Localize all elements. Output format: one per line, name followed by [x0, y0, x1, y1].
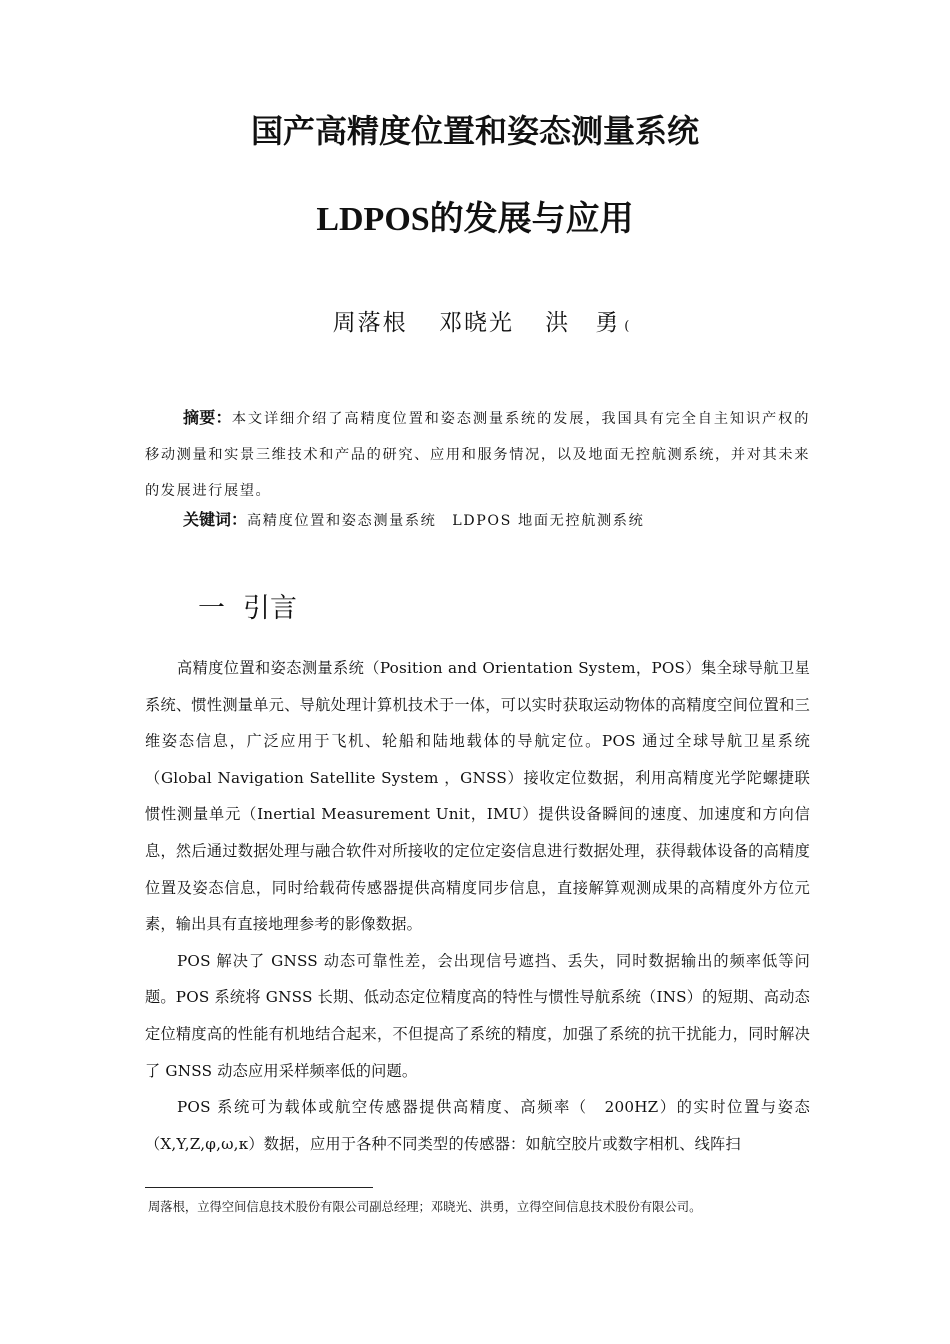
keywords-label: 关键词：	[183, 510, 248, 529]
footnote-mark: (	[624, 319, 630, 334]
author-name: 邓晓光	[438, 310, 514, 336]
section-heading	[198, 586, 297, 625]
abstract-text: 本文详细介绍了高精度位置和姿态测量系统的发展，我国具有完全自主知识产权的移动测量和实景三维技术和产品的研究、应用和服务情况，以及地面无控航测系统，并对其未来的发展进行展望。	[145, 411, 810, 499]
footnote: 周落根，立得空间信息技术股份有限公司副总经理；邓晓光、洪勇，立得空间信息技术股份有限公司。	[148, 1200, 702, 1214]
section-number: 一	[198, 593, 225, 624]
section-body	[145, 650, 810, 1162]
paper-title-line-1: 国产高精度位置和姿态测量系统	[250, 112, 699, 150]
body-paragraph: POS 系统可为载体或航空传感器提供高精度、高频率（ 200HZ）的实时位置与姿态（X,Y,Z,φ,ω,κ）数据，应用于各种不同类型的传感器：如航空胶片或数字相机、线阵扫	[145, 1098, 810, 1153]
abstract-label: 摘要：	[183, 408, 232, 427]
author-name: 洪 勇	[545, 310, 621, 336]
abstract	[145, 400, 810, 509]
footnote-divider	[145, 1187, 373, 1188]
body-paragraph: 高精度位置和姿态测量系统（Position and Orientation System，POS）集全球导航卫星系统、惯性测量单元、导航处理计算机技术于一体，可以实时获取运动物体的高精度空间位置和三维姿态信息，广泛应用于飞机、轮船和陆地载体的导航定位。POS 通过全球导航卫星系统（Global Navigation Satellite System ，GNSS）接收定位数据，利用高精度光学陀螺捷联惯性测量单元（Inertial Measurement Unit，IMU）提供设备瞬间的速度、加速度和方向信息，然后通过数据处理与融合软件对所接收的定位定姿信息进行数据处理，获得载体设备的高精度位置及姿态信息，同时给载荷传感器提供高精度同步信息，直接解算观测成果的高精度外方位元素，输出具有直接地理参考的影像数据。	[145, 659, 810, 934]
paper-title-line-2: LDPOS的发展与应用	[316, 201, 634, 238]
keywords-text: 高精度位置和姿态测量系统 LDPOS 地面无控航测系统	[247, 513, 645, 529]
author-list	[0, 304, 950, 337]
body-paragraph: POS 解决了 GNSS 动态可靠性差，会出现信号遮挡、丢失，同时数据输出的频率低等问题。POS 系统将 GNSS 长期、低动态定位精度高的特性与惯性导航系统（INS）的短期、高动态定位精度高的性能有机地结合起来，不但提高了系统的精度，加强了系统的抗干扰能力，同时解决了 GNSS 动态应用采样频率低的问题。	[145, 951, 810, 1080]
author-name: 周落根	[332, 310, 408, 336]
keywords	[183, 504, 644, 537]
section-title: 引言	[243, 593, 297, 624]
